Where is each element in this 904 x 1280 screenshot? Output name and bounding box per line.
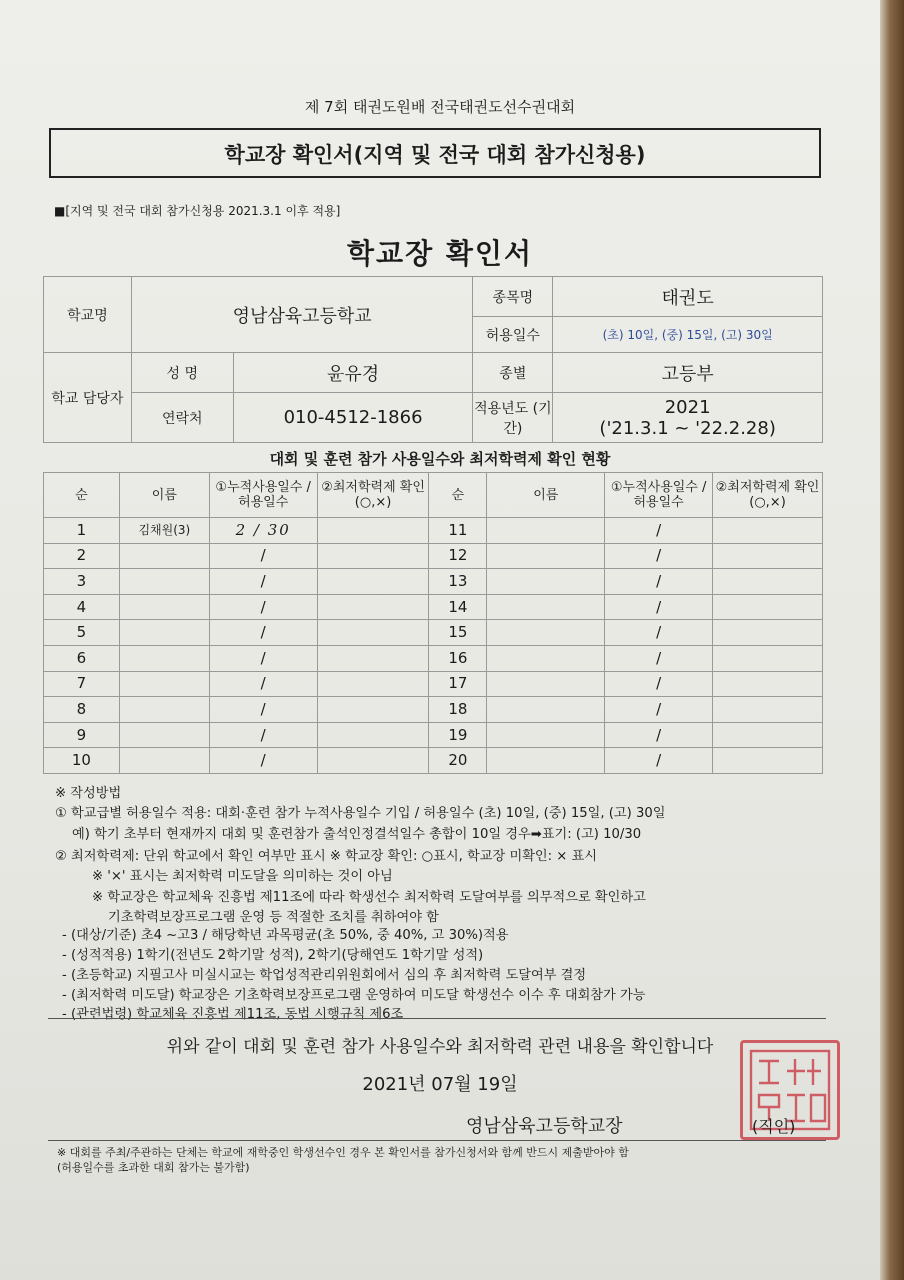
row-name (487, 697, 605, 723)
name-label: 성 명 (131, 353, 233, 393)
division-label: 종별 (473, 353, 553, 393)
row-academic (713, 594, 823, 620)
row-name: 김채원(3) (119, 518, 209, 544)
header-name: 이름 (119, 473, 209, 518)
row-name (119, 594, 209, 620)
row-name (119, 645, 209, 671)
row-days: / (605, 543, 713, 569)
row-days: / (209, 697, 317, 723)
row-academic (713, 569, 823, 595)
header-academic: ②최저학력제 확인(○,×) (317, 473, 429, 518)
row-name (487, 671, 605, 697)
row-name (119, 543, 209, 569)
allowed-days-value: (초) 10일, (중) 15일, (고) 30일 (553, 317, 823, 353)
instruction-line: - (초등학교) 지필고사 미실시교는 학업성적관리위원회에서 심의 후 최저학력 도달여부 결정 (62, 968, 587, 983)
row-num: 3 (44, 569, 120, 595)
table-row (44, 748, 823, 774)
row-days: / (605, 620, 713, 646)
table-row (44, 671, 823, 697)
principal-name: 영남삼육고등학교장 (466, 1116, 623, 1137)
row-days: / (209, 569, 317, 595)
row-name (119, 697, 209, 723)
manager-label: 학교 담당자 (44, 353, 132, 443)
row-num: 5 (44, 620, 120, 646)
row-days: / (605, 645, 713, 671)
row-days: / (209, 594, 317, 620)
row-name (119, 671, 209, 697)
seal-label: (직인) (752, 1117, 796, 1136)
table-row (44, 620, 823, 646)
row-academic (317, 569, 429, 595)
row-academic (713, 645, 823, 671)
header-num: 순 (44, 473, 120, 518)
athlete-table (43, 472, 823, 774)
row-num: 12 (429, 543, 487, 569)
division-value: 고등부 (553, 353, 823, 393)
row-days: / (605, 697, 713, 723)
header-num: 순 (429, 473, 487, 518)
row-num: 6 (44, 645, 120, 671)
applicability-note: ■[지역 및 전국 대회 참가신청용 2021.3.1 이후 적용] (54, 204, 341, 218)
instruction-line: ② 최저학력제: 단위 학교에서 확인 여부만 표시 ※ 학교장 확인: ○표시, 학교장 미확인: × 표시 (55, 849, 598, 864)
school-label: 학교명 (44, 277, 132, 353)
section-title: 대회 및 훈련 참가 사용일수와 최저학력제 확인 현황 (269, 450, 611, 468)
row-name (487, 543, 605, 569)
instruction-line: ① 학교급별 허용일수 적용: 대회·훈련 참가 누적사용일수 기입 / 허용일수 (초) 10일, (중) 15일, (고) 30일 (55, 806, 666, 821)
row-academic (317, 645, 429, 671)
row-num: 8 (44, 697, 120, 723)
row-name (119, 620, 209, 646)
event-value: 태권도 (553, 277, 823, 317)
row-name (487, 645, 605, 671)
row-days: / (605, 748, 713, 774)
instruction-line: 예) 학기 초부터 현재까지 대회 및 훈련참가 출석인정결석일수 총합이 10일 경우➡표기: (고) 10/30 (72, 827, 642, 842)
footnote-line-1: ※ 대회를 주최/주관하는 단체는 학교에 재학중인 학생선수인 경우 본 확인서를 참가신청서와 함께 반드시 제출받아야 함 (57, 1146, 629, 1159)
table-row (44, 518, 823, 544)
row-num: 18 (429, 697, 487, 723)
row-name (119, 569, 209, 595)
instruction-line: 기초학력보장프로그램 운영 등 적절한 조치를 취하여야 함 (108, 910, 439, 925)
row-academic (713, 722, 823, 748)
table-row (44, 543, 823, 569)
year-value (553, 393, 823, 443)
issue-date: 2021년 07월 19일 (362, 1074, 518, 1095)
row-num: 4 (44, 594, 120, 620)
year-label: 적용년도 (기간) (473, 393, 553, 443)
contact-value: 010-4512-1866 (233, 393, 473, 443)
row-academic (713, 518, 823, 544)
row-name (487, 569, 605, 595)
paper-edge (880, 0, 904, 1280)
row-academic (713, 697, 823, 723)
contest-title: 제 7회 태권도원배 전국태권도선수권대회 (304, 98, 576, 116)
row-days: / (209, 645, 317, 671)
footnote-line-2: (허용일수를 초과한 대회 참가는 불가함) (57, 1161, 250, 1174)
row-num: 19 (429, 722, 487, 748)
instruction-line: ※ 학교장은 학교체육 진흥법 제11조에 따라 학생선수 최저학력 도달여부를 의무적으로 확인하고 (92, 890, 646, 905)
row-academic (317, 748, 429, 774)
row-num: 13 (429, 569, 487, 595)
row-days: / (605, 518, 713, 544)
school-value: 영남삼육고등학교 (131, 277, 473, 353)
row-academic (317, 671, 429, 697)
row-academic (713, 620, 823, 646)
row-academic (317, 518, 429, 544)
instruction-line: - (성적적용) 1학기(전년도 2학기말 성적), 2학기(당해연도 1학기말 성적) (62, 948, 484, 963)
row-name (119, 748, 209, 774)
event-label: 종목명 (473, 277, 553, 317)
row-days: / (605, 569, 713, 595)
row-num: 20 (429, 748, 487, 774)
document-title: 학교장 확인서 (346, 237, 534, 270)
divider (48, 1140, 826, 1141)
contact-label: 연락처 (131, 393, 233, 443)
row-academic (317, 722, 429, 748)
row-num: 1 (44, 518, 120, 544)
row-academic (713, 543, 823, 569)
instruction-line: - (대상/기준) 초4 ~고3 / 해당학년 과목평균(초 50%, 중 40%, 고 30%)적용 (62, 928, 509, 943)
row-academic (713, 748, 823, 774)
header-academic: ②최저학력제 확인(○,×) (713, 473, 823, 518)
table-row (44, 594, 823, 620)
row-academic (317, 543, 429, 569)
row-name (487, 594, 605, 620)
row-num: 14 (429, 594, 487, 620)
instruction-line: ※ '×' 표시는 최저학력 미도달을 의미하는 것이 아님 (92, 869, 393, 884)
row-academic (317, 594, 429, 620)
row-num: 15 (429, 620, 487, 646)
row-days: / (605, 594, 713, 620)
header-name: 이름 (487, 473, 605, 518)
year-period: ('21.3.1 ~ '22.2.28) (599, 417, 776, 439)
header-days: ①누적사용일수 /허용일수 (209, 473, 317, 518)
row-days: / (209, 671, 317, 697)
confirmation-statement: 위와 같이 대회 및 훈련 참가 사용일수와 최저학력 관련 내용을 확인합니다 (166, 1037, 714, 1057)
row-num: 2 (44, 543, 120, 569)
row-academic (317, 697, 429, 723)
row-days: / (209, 748, 317, 774)
row-name (487, 748, 605, 774)
instruction-line: - (관련법령) 학교체육 진흥법 제11조, 동법 시행규칙 제6조 (62, 1007, 404, 1022)
row-days: / (209, 620, 317, 646)
row-name (487, 722, 605, 748)
form-title: 학교장 확인서(지역 및 전국 대회 참가신청용) (49, 128, 821, 178)
allowed-days-label: 허용일수 (473, 317, 553, 353)
row-num: 17 (429, 671, 487, 697)
year-number: 2021 (664, 396, 711, 418)
row-name (487, 518, 605, 544)
header-days: ①누적사용일수 /허용일수 (605, 473, 713, 518)
divider (48, 1018, 826, 1019)
row-days: 2 / 30 (209, 518, 317, 544)
table-row (44, 722, 823, 748)
table-row (44, 645, 823, 671)
instructions-heading: ※ 작성방법 (55, 786, 122, 801)
row-days: / (605, 722, 713, 748)
school-info-table (43, 276, 823, 443)
row-academic (317, 620, 429, 646)
row-num: 11 (429, 518, 487, 544)
row-num: 9 (44, 722, 120, 748)
row-num: 10 (44, 748, 120, 774)
table-row (44, 569, 823, 595)
row-name (487, 620, 605, 646)
row-num: 7 (44, 671, 120, 697)
row-academic (713, 671, 823, 697)
row-name (119, 722, 209, 748)
name-value: 윤유경 (233, 353, 473, 393)
row-num: 16 (429, 645, 487, 671)
row-days: / (209, 543, 317, 569)
row-days: / (605, 671, 713, 697)
instruction-line: - (최저학력 미도달) 학교장은 기초학력보장프로그램 운영하여 미도달 학생선수 이수 후 대회참가 가능 (62, 988, 646, 1003)
table-row (44, 697, 823, 723)
row-days: / (209, 722, 317, 748)
